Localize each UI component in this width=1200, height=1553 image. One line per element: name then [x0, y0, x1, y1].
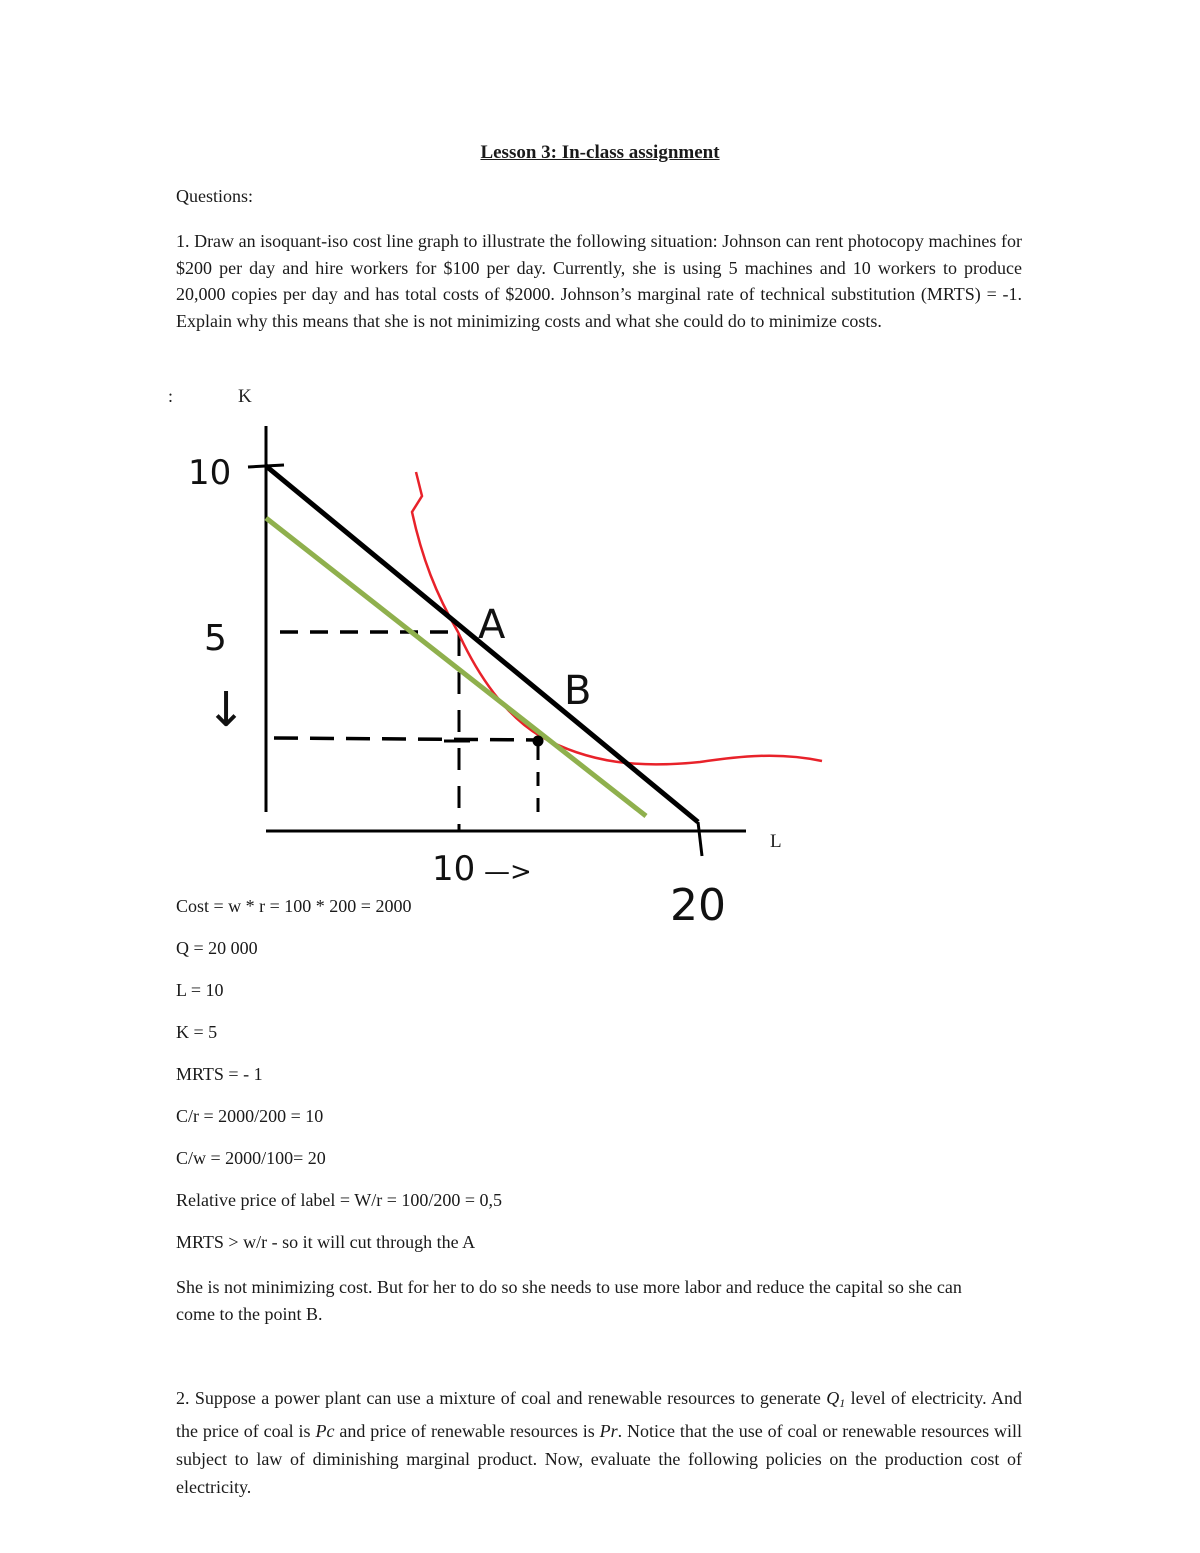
l-tick-label-20: 20: [670, 880, 726, 931]
answer-line-c-over-r: C/r = 2000/200 = 10: [176, 1106, 324, 1126]
answer-line-labor: L = 10: [176, 980, 224, 1000]
point-a-label: A: [478, 602, 506, 648]
answer-line-capital: K = 5: [176, 1022, 218, 1042]
answer-line-relative-price: Relative price of label = W/r = 100/200 = 0,5: [176, 1190, 503, 1210]
pc-symbol: Pc: [315, 1421, 335, 1441]
k-lower-dashed-line: [274, 738, 540, 740]
question-2-text-1: 2. Suppose a power plant can use a mixture of coal and renewable resources to generate: [176, 1388, 827, 1408]
k-axis-label: K: [238, 386, 252, 407]
point-b-label: B: [564, 668, 592, 714]
arrow-right-icon: —>: [484, 857, 532, 887]
question-2-text-2: level of electricity. And the price of coal is: [176, 1388, 1022, 1441]
isoquant-isocost-graph: [160, 380, 840, 940]
q1-subscript: 1: [839, 1396, 846, 1410]
l-axis-tick-20: [698, 822, 702, 856]
question-2-text-3: and price of renewable resources is: [334, 1421, 600, 1441]
colon-mark: :: [168, 386, 174, 406]
conclusion-paragraph: She is not minimizing cost. But for her to do so she needs to use more labor and reduce the capital so she can come to the point B.: [176, 1277, 962, 1324]
point-b-dot: [533, 736, 544, 747]
q1-symbol: Q: [826, 1388, 840, 1408]
arrow-down-icon: ↓: [206, 682, 247, 738]
l-axis-label: L: [770, 831, 782, 852]
answer-line-mrts-comparison: MRTS > w/r - so it will cut through the A: [176, 1232, 476, 1252]
answer-line-mrts: MRTS = - 1: [176, 1064, 263, 1084]
answer-line-c-over-w: C/w = 2000/100= 20: [176, 1148, 326, 1168]
new-isocost-line: [266, 518, 646, 816]
l-tick-label-10: 10: [432, 849, 476, 889]
answer-line-cost: Cost = w * r = 100 * 200 = 2000: [176, 896, 412, 916]
k-tick-label-5: 5: [204, 618, 227, 659]
question-2: [176, 1384, 1022, 1501]
question-2-text-4: . Notice that the use of coal or renewable resources will subject to law of diminishing marginal product. Now, evaluate the following policies on the production cost of electricity.: [176, 1421, 1022, 1497]
question-1: 1. Draw an isoquant-iso cost line graph to illustrate the following situation: Johnson can rent photocopy machines for $200 per day and hire workers for $100 per day. Currently, she is using 5 machines and 10 workers to produce 20,000 copies per day and has total costs of $2000. Johnson’s marginal rate of technical substitution (MRTS) = -1. Explain why this means that she is not minimizing costs and what she could do to minimize costs.: [176, 231, 1022, 331]
page-title: Lesson 3: In-class assignment: [480, 142, 720, 163]
answer-line-quantity: Q = 20 000: [176, 938, 258, 958]
pr-symbol: Pr: [599, 1421, 618, 1441]
isoquant-curve: [412, 472, 822, 764]
questions-label: Questions:: [176, 186, 254, 206]
k-tick-label-10: 10: [188, 453, 232, 493]
